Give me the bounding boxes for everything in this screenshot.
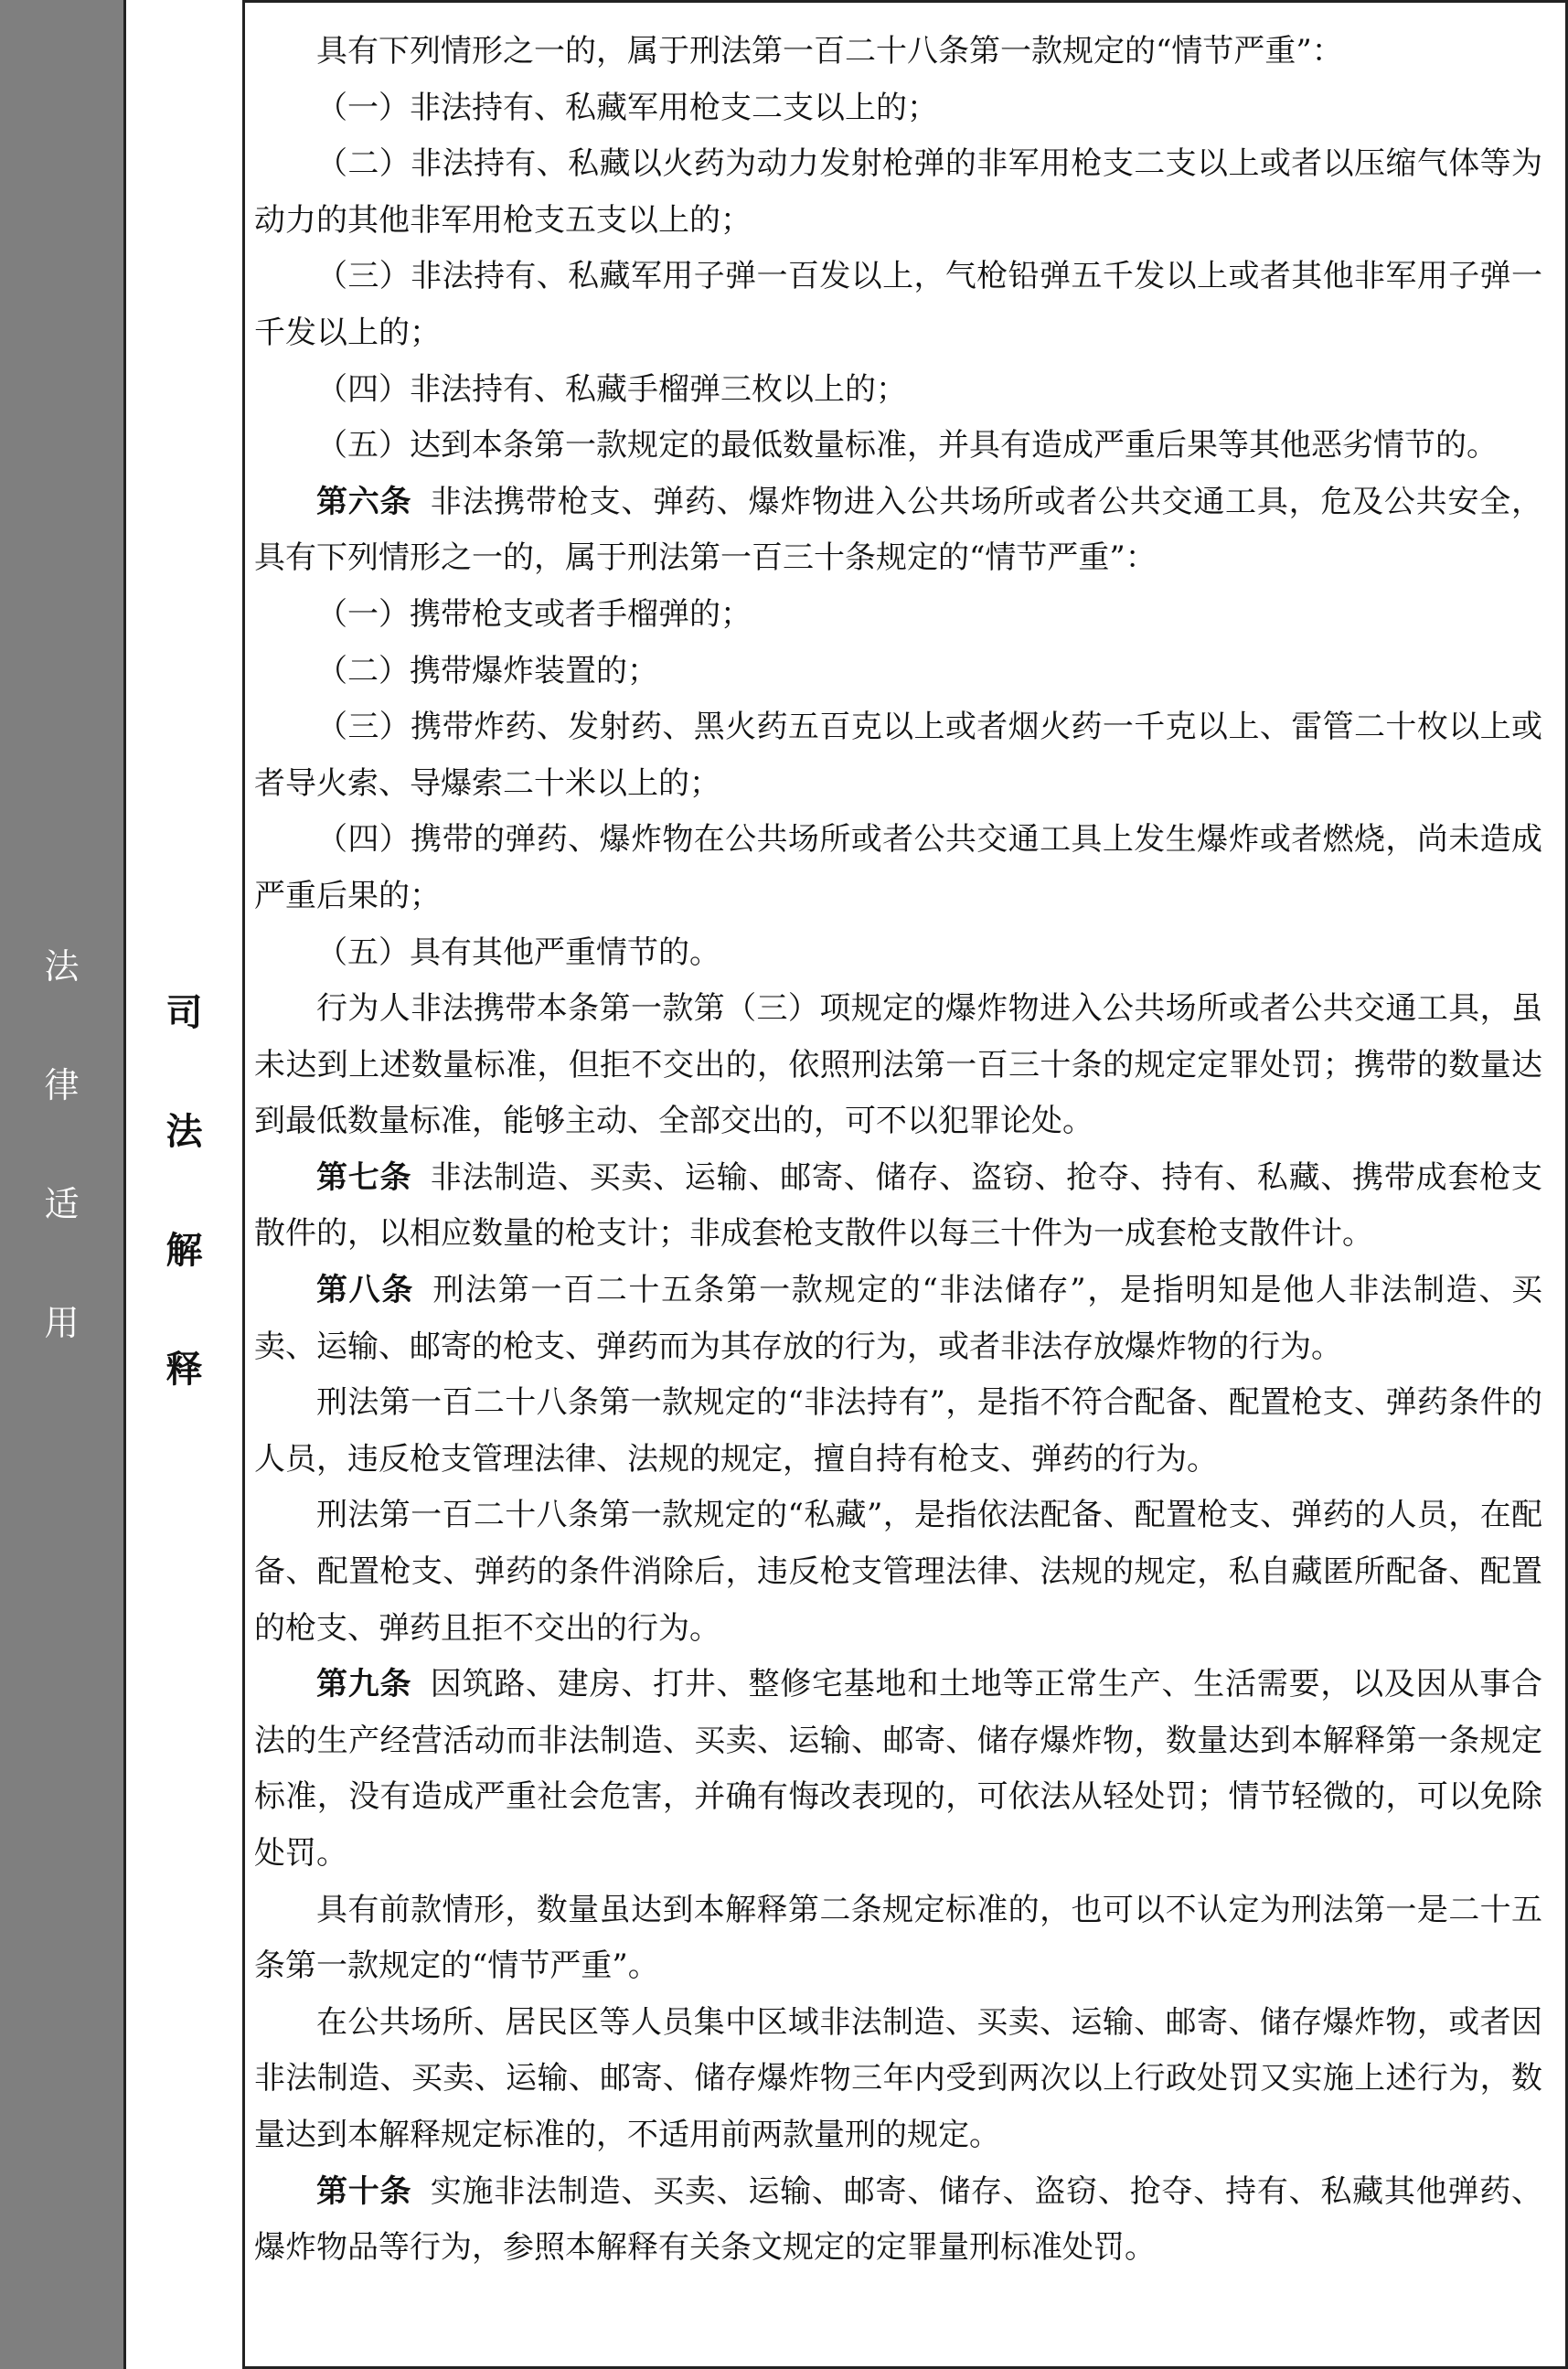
subcategory-char: 解 (165, 1230, 203, 1272)
paragraph (254, 80, 1542, 137)
paragraph (254, 2164, 1542, 2277)
paragraph (254, 362, 1542, 419)
paragraph (254, 1488, 1542, 1657)
paragraph (254, 1995, 1542, 2164)
paragraph (254, 418, 1542, 475)
article-lead: 第八条 (316, 1272, 415, 1309)
paragraph (254, 1657, 1542, 1882)
paragraph-text: （二）携带爆炸装置的； (316, 652, 658, 689)
category-char: 用 (44, 1303, 80, 1343)
paragraph (254, 1150, 1542, 1263)
category-char: 律 (44, 1065, 80, 1105)
article-lead: 第十条 (316, 2172, 412, 2210)
paragraph-text: 刑法第一百二十五条第一款规定的“非法储存”，是指明知是他人非法制造、买卖、运输、邮寄的枪支、弹药而为其存放的行为，或者非法存放爆炸物的行为。 (254, 1272, 1542, 1365)
subcategory-column (126, 0, 245, 2369)
paragraph-text: 具有下列情形之一的，属于刑法第一百二十八条第一款规定的“情节严重”： (316, 33, 1343, 69)
paragraph (254, 925, 1542, 982)
subcategory-label (126, 992, 242, 1470)
paragraph-text: 刑法第一百二十八条第一款规定的“非法持有”，是指不符合配备、配置枪支、弹药条件的人员，违反枪支管理法律、法规的规定，擅自持有枪支、弹药的行为。 (254, 1384, 1542, 1478)
paragraph-text: 具有前款情形，数量虽达到本解释第二条规定标准的，也可以不认定为刑法第一是二十五条第一款规定的“情节严重”。 (254, 1891, 1542, 1985)
paragraph-text: 因筑路、建房、打井、整修宅基地和土地等正常生产、生活需要，以及因从事合法的生产经营活动而非法制造、买卖、运输、邮寄、储存爆炸物，数量达到本解释第一条规定标准，没有造成严重社会危害，并确有悔改表现的，可依法从轻处罚；情节轻微的，可以免除处罚。 (254, 1666, 1543, 1872)
paragraph-text: （四）携带的弹药、爆炸物在公共场所或者公共交通工具上发生爆炸或者燃烧，尚未造成严重后果的； (254, 821, 1542, 914)
article-lead: 第六条 (316, 483, 412, 520)
paragraph-text: （一）非法持有、私藏军用枪支二支以上的； (316, 89, 938, 126)
paragraph (254, 136, 1542, 249)
paragraph (254, 1883, 1542, 1995)
paragraph (254, 475, 1542, 587)
category-column (0, 0, 126, 2369)
subcategory-char: 法 (165, 1111, 203, 1153)
paragraph-text: 非法携带枪支、弹药、爆炸物进入公共场所或者公共交通工具，危及公共安全，具有下列情形之一的，属于刑法第一百三十条规定的“情节严重”： (254, 483, 1543, 577)
paragraph (254, 1375, 1542, 1488)
paragraph-text: 实施非法制造、买卖、运输、邮寄、储存、盗窃、抢夺、持有、私藏其他弹药、爆炸物品等行为，参照本解释有关条文规定的定罪量刑标准处罚。 (254, 2172, 1543, 2267)
paragraph-text: 非法制造、买卖、运输、邮寄、储存、盗窃、抢夺、持有、私藏、携带成套枪支散件的，以相应数量的枪支计；非成套枪支散件以每三十件为一成套枪支散件计。 (254, 1158, 1543, 1253)
subcategory-char: 司 (165, 992, 203, 1034)
article-lead: 第九条 (316, 1666, 412, 1703)
paragraph (254, 1263, 1542, 1375)
paragraph (254, 644, 1542, 700)
category-char: 适 (44, 1184, 80, 1224)
paragraph-text: （三）非法持有、私藏军用子弹一百发以上，气枪铅弹五千发以上或者其他非军用子弹一千发以上的； (254, 258, 1542, 351)
paragraph (254, 24, 1542, 80)
category-char: 法 (44, 946, 80, 987)
paragraph-text: 刑法第一百二十八条第一款规定的“私藏”，是指依法配备、配置枪支、弹药的人员，在配备、配置枪支、弹药的条件消除后，违反枪支管理法律、法规的规定，私自藏匿所配备、配置的枪支、弹药且拒不交出的行为。 (254, 1497, 1542, 1647)
paragraph (254, 981, 1542, 1150)
paragraph (254, 587, 1542, 644)
paragraph-text: （三）携带炸药、发射药、黑火药五百克以上或者烟火药一千克以上、雷管二十枚以上或者导火索、导爆索二十米以上的； (254, 709, 1542, 802)
paragraph-text: （二）非法持有、私藏以火药为动力发射枪弹的非军用枪支二支以上或者以压缩气体等为动力的其他非军用枪支五支以上的； (254, 145, 1542, 239)
article-lead: 第七条 (316, 1158, 412, 1196)
paragraph-text: （五）具有其他严重情节的。 (316, 934, 720, 971)
subcategory-char: 释 (165, 1349, 203, 1391)
paragraph (254, 812, 1542, 924)
paragraph (254, 699, 1542, 812)
paragraph-text: （四）非法持有、私藏手榴弹三枚以上的； (316, 370, 907, 408)
paragraph-text: 行为人非法携带本条第一款第（三）项规定的爆炸物进入公共场所或者公共交通工具，虽未达到上述数量标准，但拒不交出的，依照刑法第一百三十条的规定定罪处罚；携带的数量达到最低数量标准，能够主动、全部交出的，可不以犯罪论处。 (254, 990, 1542, 1140)
paragraph (254, 249, 1542, 361)
paragraph-text: 在公共场所、居民区等人员集中区域非法制造、买卖、运输、邮寄、储存爆炸物，或者因非法制造、买卖、运输、邮寄、储存爆炸物三年内受到两次以上行政处罚又实施上述行为，数量达到本解释规定标准的，不适用前两款量刑的规定。 (254, 2003, 1542, 2153)
legal-text-body (245, 0, 1568, 2369)
category-label (0, 946, 123, 1425)
paragraph-text: （五）达到本条第一款规定的最低数量标准，并具有造成严重后果等其他恶劣情节的。 (316, 427, 1498, 464)
paragraph-text: （一）携带枪支或者手榴弹的； (316, 595, 752, 633)
